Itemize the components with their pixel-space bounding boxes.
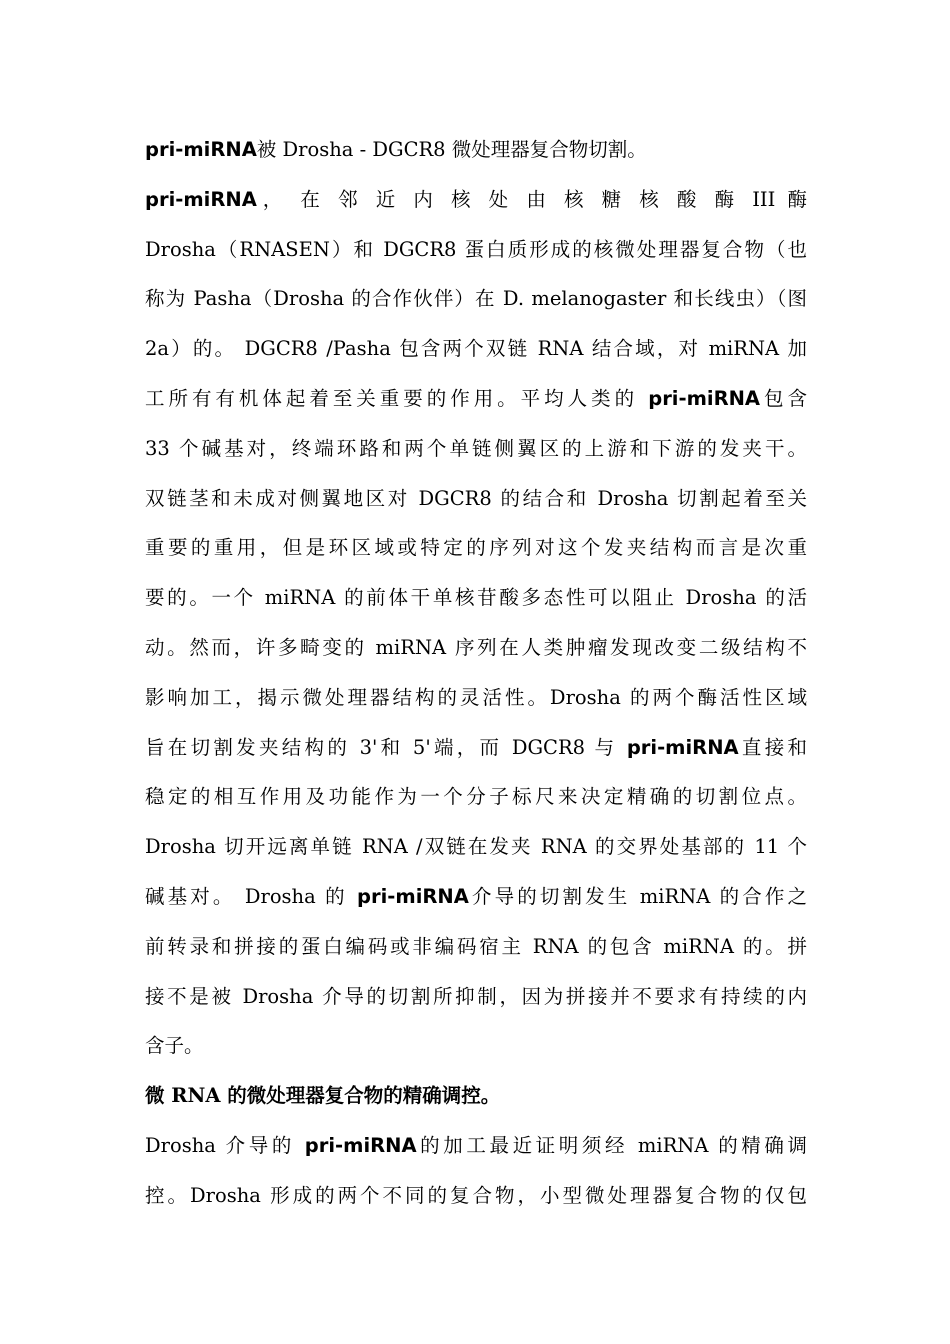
paragraph-line: 33 个碱基对，终端环路和两个单链侧翼区的上游和下游的发夹干。 [145, 436, 807, 460]
document-body [145, 132, 807, 1228]
paragraph-line: 要的。一个 miRNA 的前体干单核苷酸多态性可以阻止 Drosha 的活 [145, 586, 807, 610]
heading-drosha-cleavage: pri-miRNA被 Drosha - DGCR8 微处理器复合物切割。 [145, 138, 647, 161]
term-pri-mirna: pri-miRNA [145, 187, 257, 211]
paragraph-line: 碱基对。 Drosha 的 pri-miRNA介导的切割发生 miRNA 的合作之 [145, 884, 807, 908]
term-pri-mirna: pri-miRNA [626, 735, 739, 759]
term-pri-mirna: pri-miRNA [145, 138, 257, 161]
paragraph-line: Drosha 介导的 pri-miRNA的加工最近证明须经 miRNA 的精确调 [145, 1133, 807, 1157]
paragraph-line: 含子。 [145, 1034, 204, 1058]
paragraph-line: 前转录和拼接的蛋白编码或非编码宿主 RNA 的包含 miRNA 的。拼 [145, 934, 807, 958]
paragraph-line: 双链茎和未成对侧翼地区对 DGCR8 的结合和 Drosha 切割起着至关 [145, 486, 807, 510]
paragraph-line: 称为 Pasha（Drosha 的合作伙伴）在 D. melanogaster 和长线虫）（图 [145, 287, 807, 311]
paragraph-line: 接不是被 Drosha 介导的切割所抑制，因为拼接并不要求有持续的内 [145, 984, 807, 1008]
term-pri-mirna: pri-miRNA [304, 1133, 417, 1157]
paragraph-line: 影响加工，揭示微处理器结构的灵活性。Drosha 的两个酶活性区域 [145, 685, 807, 709]
paragraph-line: 2a）的。 DGCR8 /Pasha 包含两个双链 RNA 结合域，对 miRNA 加 [145, 337, 807, 361]
paragraph-line: 重要的重用，但是环区域或特定的序列对这个发夹结构而言是次重 [145, 536, 807, 560]
paragraph-line: Drosha（RNASEN）和 DGCR8 蛋白质形成的核微处理器复合物（也 [145, 237, 807, 261]
paragraph-line: 工所有有机体起着至关重要的作用。平均人类的 pri-miRNA包含 [145, 386, 807, 410]
paragraph-line: 控。Drosha 形成的两个不同的复合物，小型微处理器复合物的仅包 [145, 1183, 807, 1207]
paragraph-line: 旨在切割发夹结构的 3'和 5'端，而 DGCR8 与 pri-miRNA直接和 [145, 735, 807, 759]
term-pri-mirna: pri-miRNA [648, 386, 761, 410]
term-pri-mirna: pri-miRNA [357, 884, 469, 908]
paragraph-line: Drosha 切开远离单链 RNA /双链在发夹 RNA 的交界处基部的 11 个 [145, 835, 807, 859]
paragraph-line: pri-miRNA， 在 邻 近 内 核 处 由 核 糖 核 酸 酶 III 酶 [145, 187, 807, 211]
paragraph-line: 稳定的相互作用及功能作为一个分子标尺来决定精确的切割位点。 [145, 785, 807, 809]
heading-precise-regulation: 微 RNA 的微处理器复合物的精确调控。 [145, 1084, 501, 1108]
paragraph-line: 动。然而，许多畸变的 miRNA 序列在人类肿瘤发现改变二级结构不 [145, 635, 807, 659]
